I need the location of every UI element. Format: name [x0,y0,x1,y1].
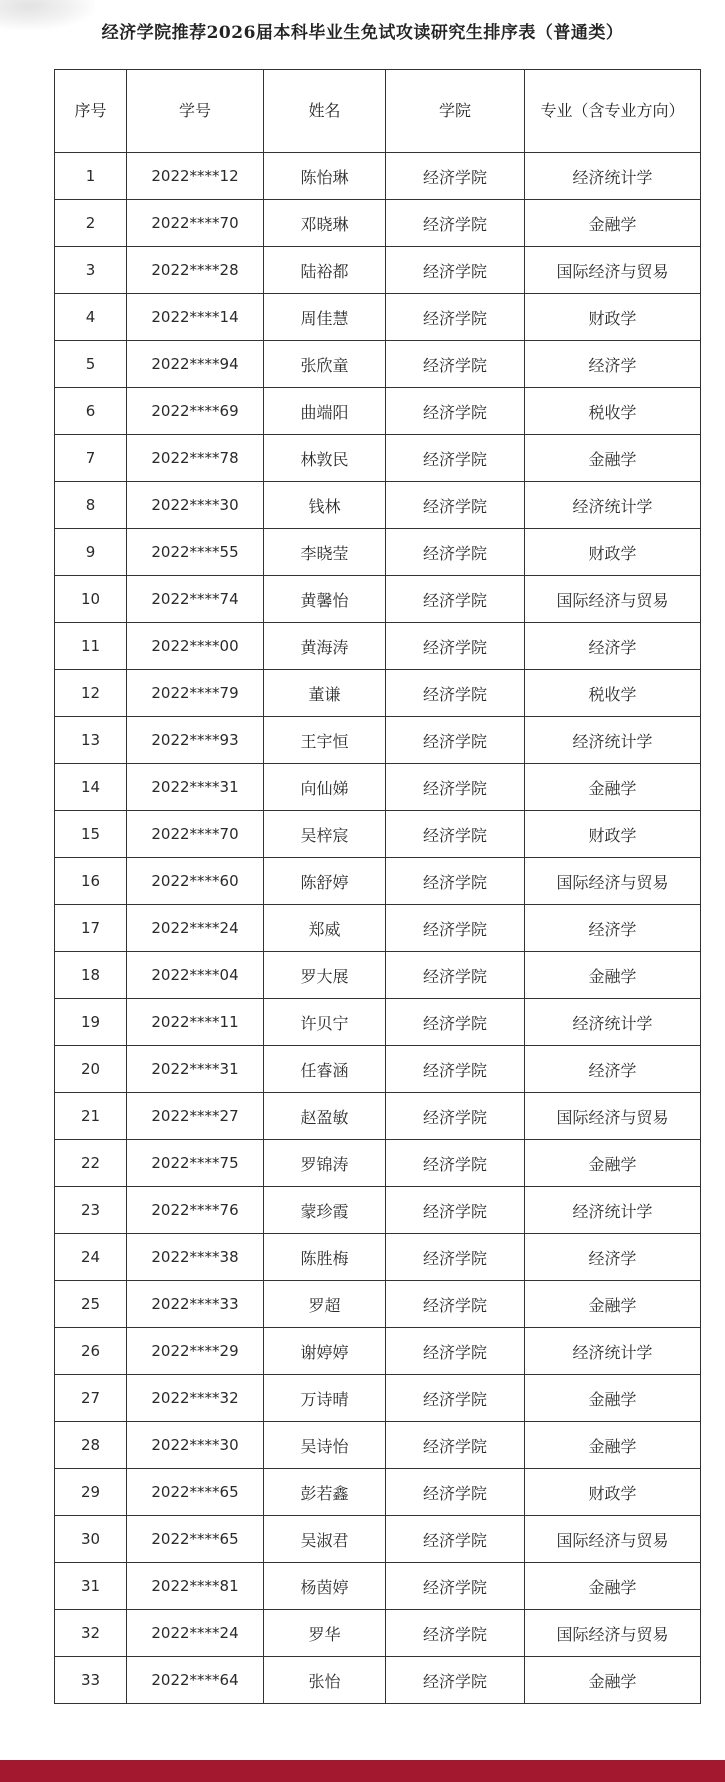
cell-name: 任睿涵 [264,1046,386,1093]
table-row [55,482,701,529]
cell-major: 经济统计学 [525,482,701,529]
cell-index: 6 [55,388,127,435]
cell-student-id: 2022****65 [127,1516,264,1563]
cell-name: 周佳慧 [264,294,386,341]
table-row [55,153,701,200]
cell-college: 经济学院 [386,529,525,576]
cell-college: 经济学院 [386,811,525,858]
table-row [55,1422,701,1469]
table-row [55,294,701,341]
cell-college: 经济学院 [386,1469,525,1516]
cell-index: 4 [55,294,127,341]
cell-name: 董谦 [264,670,386,717]
cell-name: 张欣童 [264,341,386,388]
cell-major: 税收学 [525,670,701,717]
cell-index: 27 [55,1375,127,1422]
cell-student-id: 2022****60 [127,858,264,905]
cell-major: 经济统计学 [525,717,701,764]
footer-bar [0,1760,725,1782]
table-row [55,623,701,670]
table-row [55,529,701,576]
cell-student-id: 2022****29 [127,1328,264,1375]
cell-college: 经济学院 [386,717,525,764]
table-row [55,1469,701,1516]
table-row [55,952,701,999]
cell-major: 金融学 [525,1375,701,1422]
header-name: 姓名 [264,70,386,153]
cell-index: 32 [55,1610,127,1657]
cell-index: 9 [55,529,127,576]
cell-index: 26 [55,1328,127,1375]
cell-student-id: 2022****30 [127,482,264,529]
table-row [55,1187,701,1234]
cell-student-id: 2022****74 [127,576,264,623]
cell-student-id: 2022****65 [127,1469,264,1516]
cell-major: 国际经济与贸易 [525,858,701,905]
cell-name: 陆裕都 [264,247,386,294]
cell-student-id: 2022****55 [127,529,264,576]
cell-college: 经济学院 [386,623,525,670]
cell-student-id: 2022****31 [127,764,264,811]
cell-index: 13 [55,717,127,764]
cell-name: 向仙娣 [264,764,386,811]
cell-index: 14 [55,764,127,811]
cell-name: 邓晓琳 [264,200,386,247]
header-student-id: 学号 [127,70,264,153]
document-title: 经济学院推荐2026届本科毕业生免试攻读研究生排序表（普通类） [101,23,624,43]
cell-index: 16 [55,858,127,905]
cell-student-id: 2022****79 [127,670,264,717]
cell-index: 7 [55,435,127,482]
cell-student-id: 2022****75 [127,1140,264,1187]
cell-index: 23 [55,1187,127,1234]
cell-major: 国际经济与贸易 [525,247,701,294]
cell-college: 经济学院 [386,1610,525,1657]
cell-student-id: 2022****24 [127,905,264,952]
cell-major: 金融学 [525,200,701,247]
cell-name: 万诗晴 [264,1375,386,1422]
cell-college: 经济学院 [386,1328,525,1375]
cell-student-id: 2022****28 [127,247,264,294]
table-row [55,1516,701,1563]
table-row [55,858,701,905]
cell-index: 3 [55,247,127,294]
cell-name: 罗大展 [264,952,386,999]
cell-college: 经济学院 [386,670,525,717]
cell-major: 经济学 [525,905,701,952]
cell-student-id: 2022****81 [127,1563,264,1610]
table-header-row [55,70,701,153]
cell-name: 杨茵婷 [264,1563,386,1610]
cell-student-id: 2022****38 [127,1234,264,1281]
cell-major: 财政学 [525,294,701,341]
cell-name: 罗华 [264,1610,386,1657]
cell-index: 11 [55,623,127,670]
cell-student-id: 2022****70 [127,200,264,247]
cell-index: 33 [55,1657,127,1704]
cell-major: 经济学 [525,341,701,388]
cell-name: 赵盈敏 [264,1093,386,1140]
cell-college: 经济学院 [386,576,525,623]
cell-name: 黄海涛 [264,623,386,670]
cell-college: 经济学院 [386,1140,525,1187]
cell-name: 陈舒婷 [264,858,386,905]
cell-index: 22 [55,1140,127,1187]
table-row [55,999,701,1046]
table-row [55,341,701,388]
cell-student-id: 2022****78 [127,435,264,482]
cell-college: 经济学院 [386,1375,525,1422]
cell-college: 经济学院 [386,482,525,529]
cell-major: 金融学 [525,1657,701,1704]
cell-student-id: 2022****12 [127,153,264,200]
cell-index: 18 [55,952,127,999]
cell-index: 19 [55,999,127,1046]
cell-student-id: 2022****70 [127,811,264,858]
cell-college: 经济学院 [386,952,525,999]
cell-college: 经济学院 [386,1234,525,1281]
table-body [55,153,701,1704]
cell-major: 国际经济与贸易 [525,1516,701,1563]
cell-college: 经济学院 [386,200,525,247]
table-row [55,1610,701,1657]
cell-major: 税收学 [525,388,701,435]
cell-major: 金融学 [525,1281,701,1328]
cell-index: 2 [55,200,127,247]
cell-name: 曲端阳 [264,388,386,435]
cell-student-id: 2022****04 [127,952,264,999]
cell-name: 陈胜梅 [264,1234,386,1281]
table-row [55,1093,701,1140]
cell-major: 经济学 [525,1234,701,1281]
cell-name: 李晓莹 [264,529,386,576]
cell-college: 经济学院 [386,153,525,200]
cell-major: 金融学 [525,1140,701,1187]
cell-major: 金融学 [525,435,701,482]
cell-name: 罗锦涛 [264,1140,386,1187]
table-row [55,905,701,952]
header-college: 学院 [386,70,525,153]
cell-college: 经济学院 [386,1422,525,1469]
table-row [55,200,701,247]
cell-major: 经济统计学 [525,1328,701,1375]
cell-student-id: 2022****00 [127,623,264,670]
cell-college: 经济学院 [386,905,525,952]
cell-index: 12 [55,670,127,717]
cell-college: 经济学院 [386,1187,525,1234]
cell-name: 陈怡琳 [264,153,386,200]
cell-index: 21 [55,1093,127,1140]
cell-name: 黄馨怡 [264,576,386,623]
cell-student-id: 2022****27 [127,1093,264,1140]
cell-student-id: 2022****11 [127,999,264,1046]
cell-major: 国际经济与贸易 [525,1093,701,1140]
cell-name: 许贝宁 [264,999,386,1046]
cell-student-id: 2022****32 [127,1375,264,1422]
cell-college: 经济学院 [386,1563,525,1610]
cell-index: 30 [55,1516,127,1563]
ranking-table-container [54,69,700,1704]
cell-college: 经济学院 [386,1046,525,1093]
cell-college: 经济学院 [386,858,525,905]
cell-major: 金融学 [525,764,701,811]
table-row [55,1140,701,1187]
cell-index: 17 [55,905,127,952]
cell-name: 郑威 [264,905,386,952]
header-index: 序号 [55,70,127,153]
cell-major: 国际经济与贸易 [525,1610,701,1657]
cell-major: 金融学 [525,952,701,999]
cell-index: 10 [55,576,127,623]
cell-college: 经济学院 [386,388,525,435]
table-row [55,1657,701,1704]
cell-name: 罗超 [264,1281,386,1328]
cell-name: 蒙珍霞 [264,1187,386,1234]
table-row [55,1046,701,1093]
cell-student-id: 2022****33 [127,1281,264,1328]
cell-major: 经济统计学 [525,999,701,1046]
cell-student-id: 2022****14 [127,294,264,341]
table-row [55,717,701,764]
table-row [55,1234,701,1281]
cell-name: 谢婷婷 [264,1328,386,1375]
cell-index: 8 [55,482,127,529]
cell-major: 经济学 [525,1046,701,1093]
cell-index: 31 [55,1563,127,1610]
cell-major: 金融学 [525,1563,701,1610]
cell-college: 经济学院 [386,1657,525,1704]
cell-student-id: 2022****69 [127,388,264,435]
cell-student-id: 2022****94 [127,341,264,388]
cell-major: 国际经济与贸易 [525,576,701,623]
cell-college: 经济学院 [386,1516,525,1563]
cell-student-id: 2022****76 [127,1187,264,1234]
table-row [55,388,701,435]
cell-student-id: 2022****30 [127,1422,264,1469]
cell-name: 王宇恒 [264,717,386,764]
cell-index: 28 [55,1422,127,1469]
cell-index: 5 [55,341,127,388]
cell-index: 24 [55,1234,127,1281]
cell-name: 张怡 [264,1657,386,1704]
table-row [55,1375,701,1422]
table-row [55,670,701,717]
cell-college: 经济学院 [386,1093,525,1140]
cell-major: 经济学 [525,623,701,670]
cell-index: 1 [55,153,127,200]
table-row [55,1563,701,1610]
cell-name: 钱林 [264,482,386,529]
table-row [55,1328,701,1375]
cell-name: 彭若鑫 [264,1469,386,1516]
cell-college: 经济学院 [386,435,525,482]
table-row [55,247,701,294]
cell-major: 经济统计学 [525,1187,701,1234]
cell-college: 经济学院 [386,341,525,388]
cell-college: 经济学院 [386,294,525,341]
cell-student-id: 2022****93 [127,717,264,764]
ranking-table [54,69,701,1704]
cell-college: 经济学院 [386,764,525,811]
cell-name: 吴梓宸 [264,811,386,858]
cell-index: 25 [55,1281,127,1328]
cell-major: 财政学 [525,529,701,576]
cell-college: 经济学院 [386,1281,525,1328]
cell-student-id: 2022****24 [127,1610,264,1657]
cell-name: 林敦民 [264,435,386,482]
cell-index: 29 [55,1469,127,1516]
table-row [55,764,701,811]
cell-major: 财政学 [525,1469,701,1516]
cell-student-id: 2022****31 [127,1046,264,1093]
cell-name: 吴淑君 [264,1516,386,1563]
cell-index: 15 [55,811,127,858]
cell-major: 财政学 [525,811,701,858]
table-row [55,435,701,482]
cell-index: 20 [55,1046,127,1093]
cell-college: 经济学院 [386,247,525,294]
cell-major: 经济统计学 [525,153,701,200]
header-major: 专业（含专业方向） [525,70,701,153]
table-row [55,811,701,858]
cell-student-id: 2022****64 [127,1657,264,1704]
table-row [55,1281,701,1328]
cell-major: 金融学 [525,1422,701,1469]
table-row [55,576,701,623]
cell-name: 吴诗怡 [264,1422,386,1469]
cell-college: 经济学院 [386,999,525,1046]
